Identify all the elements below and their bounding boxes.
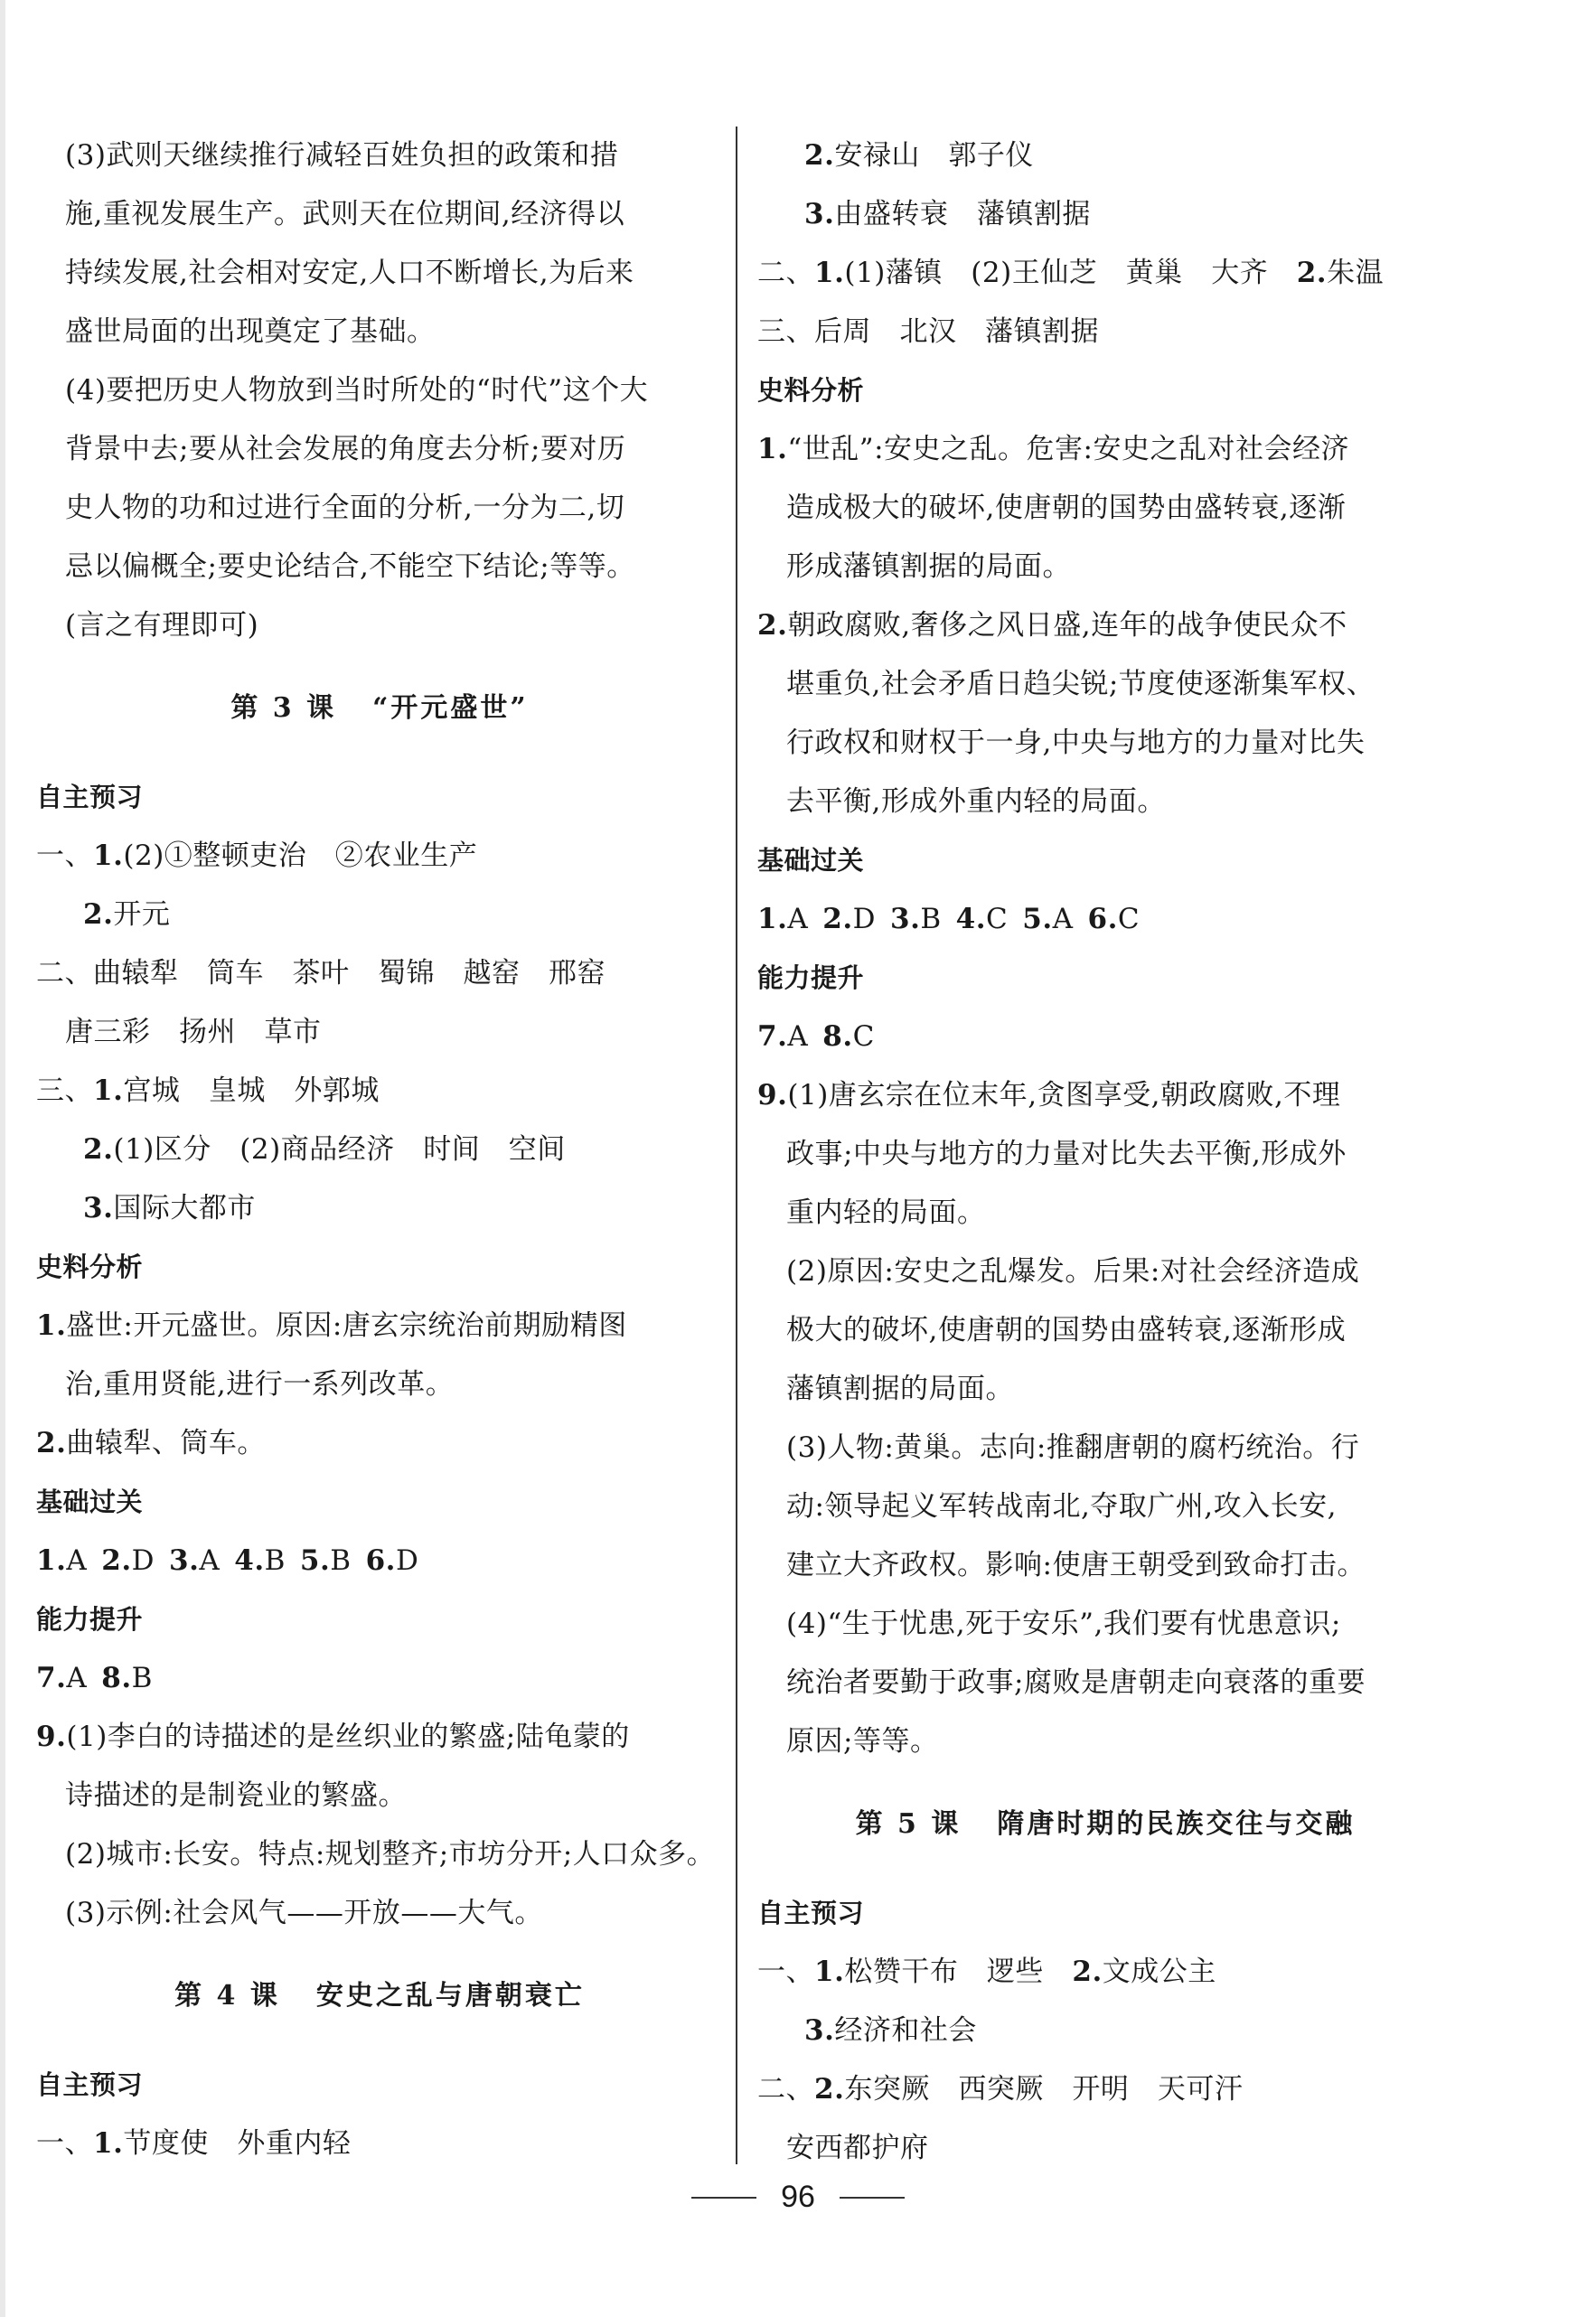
continuation-line [36, 1003, 723, 1062]
item-text: 治,重用贤能,进行一系列改革。 [65, 1368, 455, 1401]
footer-rule-right [840, 2197, 905, 2199]
continuation-line [757, 1477, 1453, 1536]
answer-row [757, 890, 1453, 949]
paragraph-line [36, 479, 723, 538]
continuation-line [757, 1654, 1453, 1712]
lesson-title [757, 1795, 1453, 1853]
section-heading: 史料分析 [757, 375, 865, 406]
item-text: (4)“生于忧患,死于安乐”,我们要有忧患意识; [786, 1608, 1341, 1640]
item-text: 曲辕犁、筒车。 [66, 1427, 266, 1459]
lesson-title [36, 679, 723, 737]
item-text: (4)要把历史人物放到当时所处的“时代”这个大 [65, 374, 649, 407]
lesson-number: 第 3 课 [230, 692, 337, 724]
lesson-name: 隋唐时期的民族交往与交融 [997, 1808, 1356, 1840]
item-text: 国际大都市 [113, 1192, 256, 1224]
section-heading: 基础过关 [36, 1487, 144, 1517]
answer-item [36, 1297, 723, 1355]
lesson-number: 第 4 课 [174, 1980, 280, 2012]
page-edge-shadow [0, 0, 5, 2317]
item-text: 统治者要勤于政事;腐败是唐朝走向衰落的重要 [786, 1666, 1366, 1699]
sub-item [36, 1179, 723, 1238]
answer-letter: A [787, 903, 809, 935]
item-text: 去平衡,形成外重内轻的局面。 [786, 785, 1166, 818]
item-text: 安西都护府 [786, 2132, 929, 2164]
item-number: 2. [804, 139, 835, 172]
item-text: 忌以偏概全;要史论结合,不能空下结论;等等。 [65, 550, 635, 583]
item-prefix: 三、 [36, 1074, 93, 1107]
item-text: 唐三彩 扬州 草市 [65, 1016, 322, 1048]
item-prefix: 一、 [757, 1956, 814, 1988]
section-heading: 能力提升 [757, 962, 865, 993]
continuation-line [36, 1884, 723, 1943]
answer-number: 8. [822, 1020, 853, 1053]
item-number: 3. [804, 198, 835, 230]
paragraph-line [36, 361, 723, 420]
answer-item [757, 303, 1453, 361]
item-text: (1)藩镇 (2)王仙芝 黄巢 大齐 [844, 257, 1297, 289]
item-text: 极大的破坏,使唐朝的国势由盛转衰,逐渐形成 [786, 1314, 1347, 1346]
item-prefix: 二、 [757, 257, 814, 289]
item-prefix: 二、 [757, 2073, 814, 2106]
item-number: 1. [93, 840, 124, 872]
answer-item [36, 1414, 723, 1473]
continuation-line [757, 1184, 1453, 1243]
answer-letter: C [986, 903, 1009, 935]
section-heading: 自主预习 [36, 2069, 144, 2100]
item-text: 持续发展,社会相对安定,人口不断增长,为后来 [65, 257, 634, 289]
paragraph-line [36, 303, 723, 361]
item-text: 盛世局面的出现奠定了基础。 [65, 315, 436, 348]
item-prefix: 一、 [36, 2127, 93, 2160]
answer-item [36, 2115, 723, 2173]
left-column [36, 127, 723, 2173]
answer-number: 2. [101, 1544, 132, 1577]
item-text: 节度使 外重内轻 [123, 2127, 352, 2160]
answer-letter: A [199, 1544, 221, 1577]
item-text: 开元 [113, 898, 171, 931]
sub-item [757, 185, 1453, 244]
answer-letter: C [852, 1020, 875, 1053]
lesson-name: 安史之乱与唐朝衰亡 [315, 1980, 585, 2012]
item-number: 2. [1072, 1956, 1103, 1988]
item-number: 2. [83, 1133, 114, 1166]
footer-rule-left [691, 2197, 756, 2199]
item-number: 1. [93, 1074, 124, 1107]
answer-item [757, 244, 1453, 303]
item-text: 后周 北汉 藩镇割据 [814, 315, 1099, 348]
item-text: 朱温 [1327, 257, 1385, 289]
column-divider [736, 127, 737, 2164]
paragraph-line [36, 127, 723, 185]
answer-number: 5. [1022, 903, 1053, 935]
item-text: (1)唐玄宗在位末年,贪图享受,朝政腐败,不理 [787, 1079, 1341, 1112]
answer-letter: B [920, 903, 942, 935]
item-prefix: 一、 [36, 840, 93, 872]
item-text: 曲辕犁 筒车 茶叶 蜀锦 越窑 邢窑 [93, 957, 606, 990]
item-text: “世乱”:安史之乱。危害:安史之乱对社会经济 [787, 433, 1349, 465]
item-text: 经济和社会 [834, 2014, 977, 2047]
item-text: 藩镇割据的局面。 [786, 1373, 1014, 1405]
item-text: 造成极大的破坏,使唐朝的国势由盛转衰,逐渐 [786, 492, 1347, 524]
answer-item [36, 944, 723, 1003]
item-text: 堪重负,社会矛盾日趋尖锐;节度使逐渐集军权、 [786, 668, 1375, 700]
item-number: 1. [36, 1309, 67, 1342]
item-number: 9. [36, 1721, 67, 1753]
answer-number: 6. [1087, 903, 1118, 935]
sub-item [36, 1121, 723, 1179]
answer-number: 1. [36, 1544, 67, 1577]
answer-number: 3. [169, 1544, 200, 1577]
item-number: 2. [36, 1427, 67, 1459]
item-text: 由盛转衰 藩镇割据 [834, 198, 1091, 230]
item-text: (3)示例:社会风气——开放——大气。 [65, 1897, 543, 1929]
item-number: 9. [757, 1079, 788, 1112]
continuation-line [757, 1125, 1453, 1184]
answer-letter: B [330, 1544, 352, 1577]
item-number: 1. [814, 257, 845, 289]
continuation-line [757, 1712, 1453, 1771]
item-text: 松赞干布 逻些 [844, 1956, 1073, 1988]
answer-letter: A [1052, 903, 1074, 935]
continuation-line [757, 1595, 1453, 1654]
item-text: (3)武则天继续推行减轻百姓负担的政策和措 [65, 139, 619, 172]
item-prefix: 三、 [757, 315, 814, 348]
sub-item [36, 886, 723, 944]
item-text: 文成公主 [1102, 1956, 1216, 1988]
continuation-line [757, 479, 1453, 538]
answer-number: 7. [757, 1020, 788, 1053]
item-text: 政事;中央与地方的力量对比失去平衡,形成外 [786, 1138, 1347, 1170]
item-text: (2)城市:长安。特点:规划整齐;市坊分开;人口众多。 [65, 1838, 716, 1871]
answer-item [36, 1708, 723, 1767]
answer-item [757, 1943, 1453, 2002]
continuation-line [757, 1419, 1453, 1477]
section-heading: 自主预习 [757, 1898, 865, 1928]
item-text: 行政权和财权于一身,中央与地方的力量对比失 [786, 727, 1366, 759]
item-number: 2. [83, 898, 114, 931]
item-text: 形成藩镇割据的局面。 [786, 550, 1071, 583]
lesson-number: 第 5 课 [855, 1808, 962, 1840]
answer-letter: D [131, 1544, 155, 1577]
continuation-line [757, 773, 1453, 831]
paragraph-line [36, 185, 723, 244]
section-heading: 自主预习 [36, 782, 144, 812]
item-number: 1. [93, 2127, 124, 2160]
continuation-line [757, 1243, 1453, 1301]
item-text: (3)人物:黄巢。志向:推翻唐朝的腐朽统治。行 [786, 1431, 1360, 1464]
continuation-line [757, 1301, 1453, 1360]
item-number: 3. [83, 1192, 114, 1224]
lesson-title [36, 1966, 723, 2025]
item-text: 朝政腐败,奢侈之风日盛,连年的战争使民众不 [787, 609, 1347, 642]
answer-number: 4. [234, 1544, 265, 1577]
section-heading: 史料分析 [36, 1252, 144, 1282]
item-text: (言之有理即可) [65, 609, 259, 642]
item-text: 宫城 皇城 外郭城 [123, 1074, 380, 1107]
answer-item [36, 1062, 723, 1121]
item-text: 动:领导起义军转战南北,夺取广州,攻入长安, [786, 1490, 1338, 1523]
answer-item [757, 1066, 1453, 1125]
answer-number: 1. [757, 903, 788, 935]
continuation-line [36, 1825, 723, 1884]
answer-letter: B [264, 1544, 286, 1577]
answer-number: 6. [365, 1544, 396, 1577]
item-text: 诗描述的是制瓷业的繁盛。 [65, 1779, 407, 1812]
answer-letter: A [787, 1020, 809, 1053]
item-text: 安禄山 郭子仪 [834, 139, 1034, 172]
sub-item [757, 127, 1453, 185]
item-text: 施,重视发展生产。武则天在位期间,经济得以 [65, 198, 625, 230]
answer-letter: C [1117, 903, 1141, 935]
answer-number: 7. [36, 1662, 67, 1694]
continuation-line [757, 655, 1453, 714]
item-number: 2. [1296, 257, 1328, 289]
answer-letter: D [395, 1544, 419, 1577]
answer-number: 2. [822, 903, 853, 935]
continuation-line [757, 1360, 1453, 1419]
sub-item [757, 2002, 1453, 2060]
answer-item [36, 827, 723, 886]
answer-number: 8. [101, 1662, 132, 1694]
paragraph-line [36, 420, 723, 479]
continuation-line [757, 714, 1453, 773]
answer-letter: D [852, 903, 876, 935]
continuation-line [757, 2119, 1453, 2178]
item-text: 重内轻的局面。 [786, 1196, 986, 1229]
continuation-line [36, 1355, 723, 1414]
answer-number: 5. [299, 1544, 331, 1577]
section-heading: 能力提升 [36, 1604, 144, 1635]
paragraph-line [36, 596, 723, 655]
item-text: 盛世:开元盛世。原因:唐玄宗统治前期励精图 [66, 1309, 627, 1342]
item-number: 2. [814, 2073, 845, 2106]
answer-item [757, 420, 1453, 479]
answer-row [36, 1649, 723, 1708]
section-heading: 基础过关 [757, 845, 865, 876]
continuation-line [36, 1767, 723, 1825]
item-number: 1. [757, 433, 788, 465]
answer-number: 3. [890, 903, 921, 935]
item-text: 史人物的功和过进行全面的分析,一分为二,切 [65, 492, 625, 524]
paragraph-line [36, 244, 723, 303]
lesson-name: “开元盛世” [372, 692, 529, 724]
page-footer [0, 2180, 1596, 2215]
item-text: 背景中去;要从社会发展的角度去分析;要对历 [65, 433, 626, 465]
item-text: (2)①整顿吏治 ②农业生产 [123, 840, 478, 872]
paragraph-line [36, 538, 723, 596]
item-text: 建立大齐政权。影响:使唐王朝受到致命打击。 [786, 1549, 1366, 1581]
answer-item [757, 2060, 1453, 2119]
answer-letter: B [131, 1662, 153, 1694]
right-column [757, 127, 1453, 2178]
item-text: (1)区分 (2)商品经济 时间 空间 [113, 1133, 566, 1166]
answer-letter: A [66, 1662, 88, 1694]
answer-row [36, 1532, 723, 1590]
item-text: (2)原因:安史之乱爆发。后果:对社会经济造成 [786, 1255, 1360, 1288]
item-number: 3. [804, 2014, 835, 2047]
item-text: 原因;等等。 [786, 1725, 939, 1758]
item-text: (1)李白的诗描述的是丝织业的繁盛;陆龟蒙的 [66, 1721, 630, 1753]
item-text: 东突厥 西突厥 开明 天可汗 [844, 2073, 1244, 2106]
page-number: 96 [781, 2180, 815, 2214]
answer-letter: A [66, 1544, 88, 1577]
answer-item [757, 596, 1453, 655]
item-number: 2. [757, 609, 788, 642]
continuation-line [757, 538, 1453, 596]
item-number: 1. [814, 1956, 845, 1988]
answer-number: 4. [955, 903, 987, 935]
continuation-line [757, 1536, 1453, 1595]
item-prefix: 二、 [36, 957, 93, 990]
answer-row [757, 1008, 1453, 1066]
